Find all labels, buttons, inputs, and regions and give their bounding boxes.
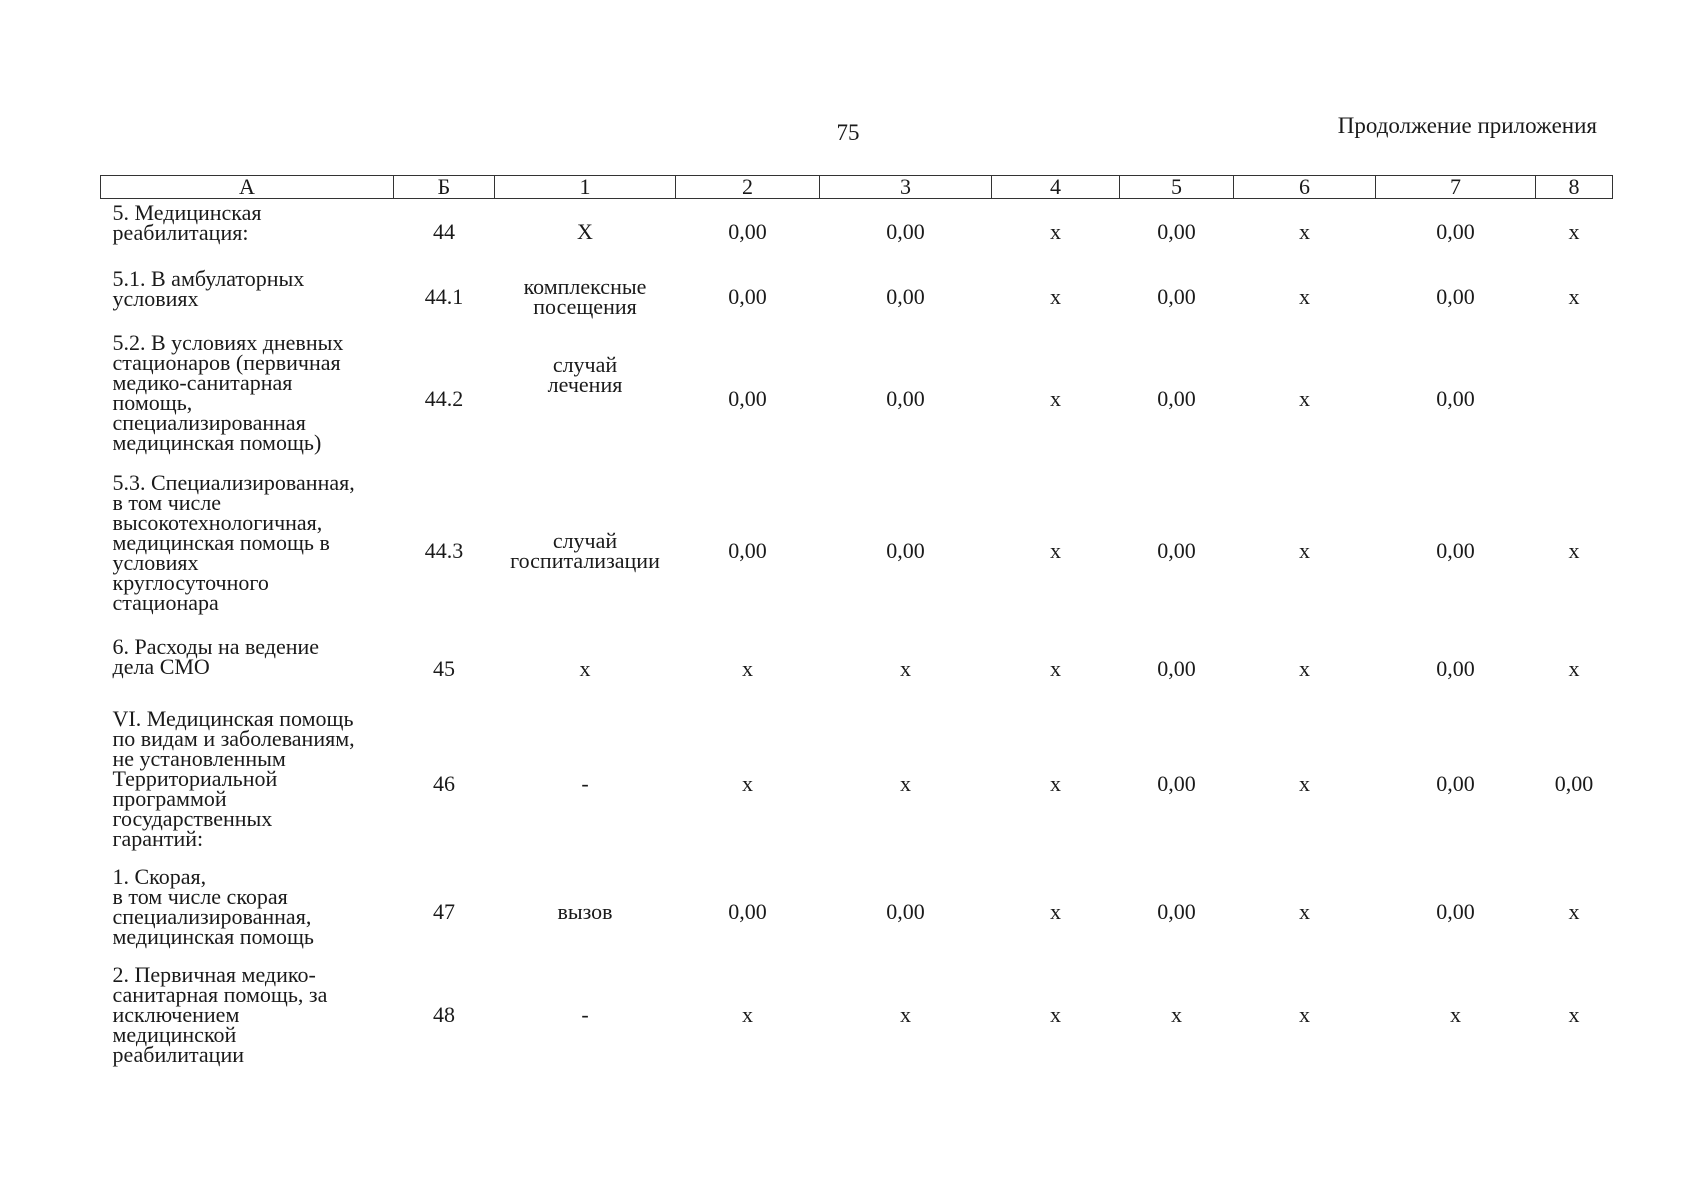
cell-col2: х bbox=[742, 655, 753, 681]
row-unit: - bbox=[581, 770, 589, 796]
cell-col3: 0,00 bbox=[886, 218, 925, 244]
column-header: Б bbox=[394, 176, 495, 199]
table-row bbox=[101, 199, 1613, 265]
row-name: 6. Расходы на ведение дела СМО bbox=[112, 633, 320, 679]
cell-col2: 0,00 bbox=[728, 385, 767, 411]
cell-col5: 0,00 bbox=[1157, 770, 1196, 796]
cell-col6: х bbox=[1299, 385, 1310, 411]
row-name: VI. Медицинская помощь по видам и заболеваниям, не установленным Территориальной программой государственных гарантий: bbox=[112, 705, 355, 851]
row-unit: - bbox=[581, 1001, 589, 1027]
cell-col8: х bbox=[1568, 898, 1580, 924]
cell-col8: х bbox=[1568, 283, 1580, 309]
column-header: 4 bbox=[992, 176, 1120, 199]
page-caption: Продолжение приложения bbox=[1337, 113, 1597, 138]
table-row bbox=[101, 633, 1613, 705]
column-header: 8 bbox=[1536, 176, 1613, 199]
cell-col5: 0,00 bbox=[1157, 537, 1196, 563]
cell-col7: 0,00 bbox=[1436, 655, 1475, 681]
cell-col5: 0,00 bbox=[1157, 283, 1196, 309]
table-row bbox=[101, 265, 1613, 329]
cell-col5: х bbox=[1171, 1001, 1182, 1027]
row-unit: вызов bbox=[557, 898, 613, 924]
column-header: А bbox=[101, 176, 394, 199]
cell-col3: 0,00 bbox=[886, 537, 925, 563]
cell-col6: х bbox=[1299, 537, 1310, 563]
cell-col2: 0,00 bbox=[728, 898, 767, 924]
cell-col8: х bbox=[1568, 655, 1580, 681]
cell-col6: х bbox=[1299, 770, 1310, 796]
cell-col7: 0,00 bbox=[1436, 385, 1475, 411]
table-row bbox=[101, 469, 1613, 633]
row-unit: Х bbox=[577, 218, 593, 244]
row-code: 48 bbox=[433, 1001, 455, 1027]
page-number: 75 bbox=[836, 120, 860, 145]
cell-col4: х bbox=[1050, 283, 1061, 309]
table-row bbox=[101, 329, 1613, 469]
table-row bbox=[101, 961, 1613, 1069]
row-name: 5.1. В амбулаторных условиях bbox=[112, 265, 305, 311]
cell-col2: х bbox=[742, 1001, 753, 1027]
cell-col2: 0,00 bbox=[728, 283, 767, 309]
table-row bbox=[101, 863, 1613, 961]
table-row bbox=[101, 705, 1613, 863]
cell-col4: х bbox=[1050, 770, 1061, 796]
cell-col3: 0,00 bbox=[886, 898, 925, 924]
row-code: 46 bbox=[433, 770, 455, 796]
table-header-row bbox=[101, 176, 1613, 199]
row-unit: случай лечения bbox=[547, 351, 623, 397]
column-header: 1 bbox=[495, 176, 676, 199]
cell-col2: х bbox=[742, 770, 753, 796]
cell-col5: 0,00 bbox=[1157, 385, 1196, 411]
cell-col8: х bbox=[1568, 537, 1580, 563]
cell-col3: 0,00 bbox=[886, 385, 925, 411]
cell-col2: 0,00 bbox=[728, 218, 767, 244]
cell-col7: 0,00 bbox=[1436, 898, 1475, 924]
cell-col4: х bbox=[1050, 385, 1061, 411]
column-header: 3 bbox=[820, 176, 992, 199]
row-name: 5.3. Специализированная, в том числе высокотехнологичная, медицинская помощь в условиях круглосуточного стационара bbox=[112, 469, 355, 615]
column-header: 2 bbox=[676, 176, 820, 199]
cell-col4: х bbox=[1050, 898, 1061, 924]
cell-col7: х bbox=[1450, 1001, 1461, 1027]
row-code: 44.2 bbox=[424, 385, 464, 411]
row-code: 44 bbox=[433, 218, 455, 244]
cell-col7: 0,00 bbox=[1436, 283, 1475, 309]
cell-col4: х bbox=[1050, 655, 1061, 681]
cell-col3: х bbox=[900, 1001, 911, 1027]
cell-col4: х bbox=[1050, 218, 1061, 244]
cell-col4: х bbox=[1050, 1001, 1061, 1027]
cell-col8: 0,00 bbox=[1554, 770, 1594, 796]
row-name: 5. Медицинская реабилитация: bbox=[112, 200, 262, 245]
data-table bbox=[100, 175, 1613, 1069]
cell-col3: х bbox=[900, 770, 911, 796]
row-code: 44.1 bbox=[424, 283, 464, 309]
cell-col8: х bbox=[1568, 218, 1580, 244]
cell-col7: 0,00 bbox=[1436, 537, 1475, 563]
column-header: 5 bbox=[1120, 176, 1234, 199]
column-header: 7 bbox=[1376, 176, 1536, 199]
cell-col5: 0,00 bbox=[1157, 218, 1196, 244]
row-code: 44.3 bbox=[424, 537, 464, 563]
row-unit: комплексные посещения bbox=[523, 273, 647, 319]
row-unit: случай госпитализации bbox=[510, 527, 660, 573]
cell-col3: 0,00 bbox=[886, 283, 925, 309]
row-name: 5.2. В условиях дневных стационаров (первичная медико-санитарная помощь, специализированная медицинская помощь) bbox=[112, 329, 344, 455]
cell-col3: х bbox=[900, 655, 911, 681]
cell-col7: 0,00 bbox=[1436, 770, 1475, 796]
row-code: 47 bbox=[433, 898, 455, 924]
row-name: 2. Первичная медико- санитарная помощь, за исключением медицинской реабилитации bbox=[112, 961, 328, 1067]
cell-col8: х bbox=[1568, 1001, 1580, 1027]
cell-col6: х bbox=[1299, 283, 1310, 309]
cell-col6: х bbox=[1299, 218, 1310, 244]
column-header: 6 bbox=[1234, 176, 1376, 199]
cell-col6: х bbox=[1299, 655, 1310, 681]
cell-col5: 0,00 bbox=[1157, 655, 1196, 681]
cell-col6: х bbox=[1299, 898, 1310, 924]
cell-col2: 0,00 bbox=[728, 537, 767, 563]
cell-col5: 0,00 bbox=[1157, 898, 1196, 924]
cell-col4: х bbox=[1050, 537, 1061, 563]
row-name: 1. Скорая, в том числе скорая специализированная, медицинская помощь bbox=[112, 863, 314, 949]
cell-col8 bbox=[1536, 329, 1613, 469]
cell-col6: х bbox=[1299, 1001, 1310, 1027]
cell-col7: 0,00 bbox=[1436, 218, 1475, 244]
row-unit: х bbox=[579, 655, 591, 681]
row-code: 45 bbox=[433, 655, 455, 681]
